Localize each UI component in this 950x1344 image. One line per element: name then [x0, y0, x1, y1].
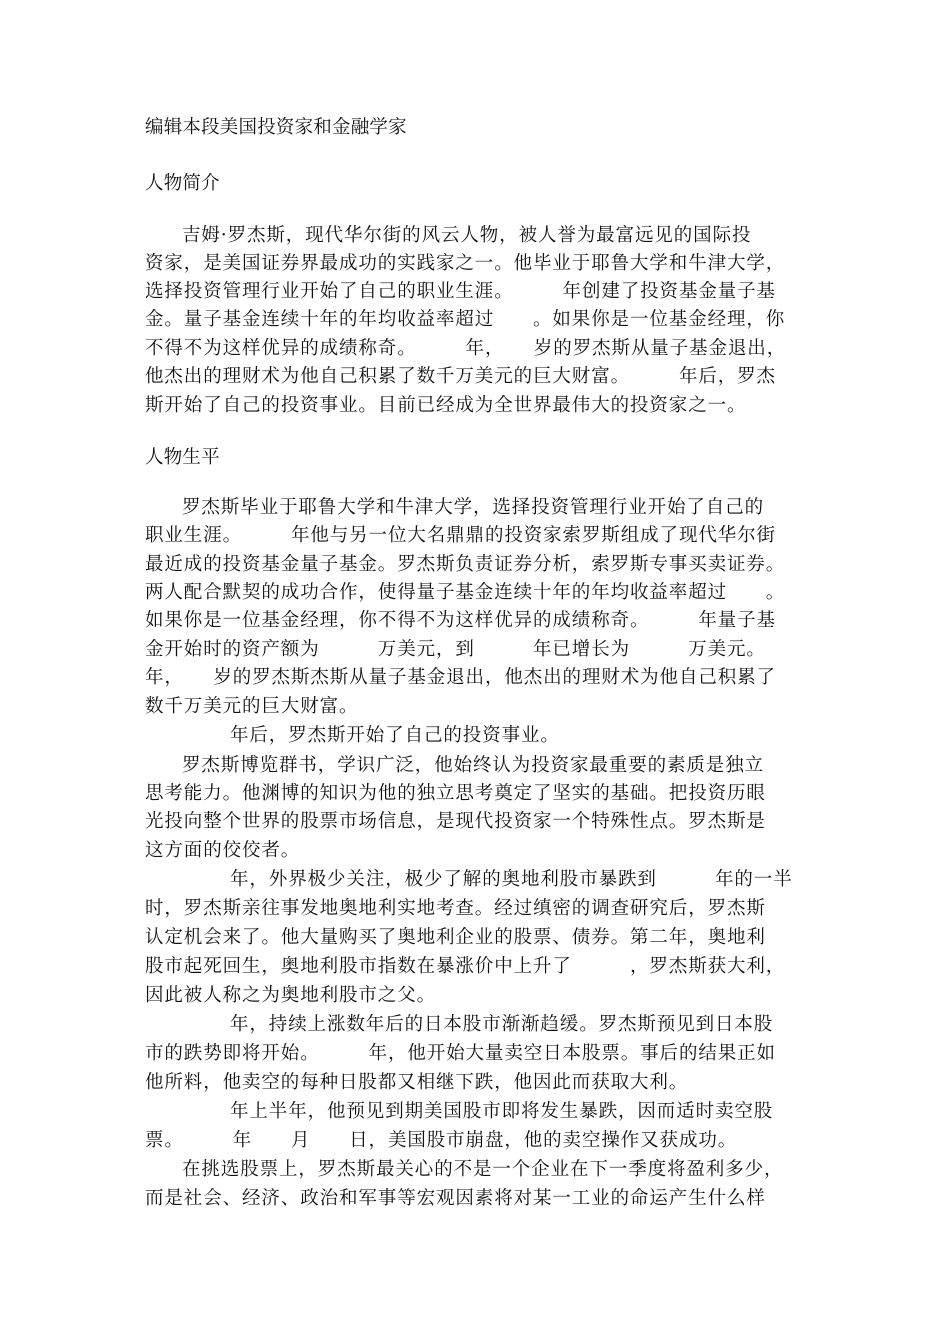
paragraph-line: 年上半年，他预见到期美国股市即将发生暴跌，因而适时卖空股 [230, 1101, 774, 1122]
paragraph-line: 时，罗杰斯亲往事发地奥地利实地考查。经过缜密的调查研究后，罗杰斯 [145, 898, 766, 919]
paragraph-line: 而是社会、经济、政治和军事等宏观因素将对某一工业的命运产生什么样 [145, 1188, 766, 1209]
paragraph-line: 光投向整个世界的股票市场信息，是现代投资家一个特殊性点。罗杰斯是 [145, 811, 766, 832]
paragraph-line: 吉姆·罗杰斯，现代华尔街的风云人物，被人誉为最富远见的国际投 [182, 225, 752, 246]
paragraph-line: 因此被人称之为奥地利股市之父。 [145, 985, 437, 1006]
paragraph-line: 年，外界极少关注，极少了解的奥地利股市暴跌到 年的一半 [230, 869, 793, 890]
paragraph-line: 罗杰斯毕业于耶鲁大学和牛津大学，选择投资管理行业开始了自己的 [182, 497, 765, 518]
paragraph-line: 这方面的佼佼者。 [145, 840, 301, 861]
paragraph-line: 如果你是一位基金经理，你不得不为这样优异的成绩称奇。 年量子基 [145, 610, 776, 631]
paragraph-line: 年后，罗杰斯开始了自己的投资事业。 [230, 725, 560, 746]
paragraph-line: 他杰出的理财术为他自己积累了数千万美元的巨大财富。 年后，罗杰 [145, 366, 776, 387]
paragraph-line: 罗杰斯博览群书，学识广泛，他始终认为投资家最重要的素质是独立 [182, 755, 765, 776]
paragraph-line: 他所料，他卖空的每种日股都又相继下跌，他因此而获取大利。 [145, 1072, 689, 1093]
paragraph-line: 年， 岁的罗杰斯杰斯从量子基金退出，他杰出的理财术为他自己积累了 [145, 667, 776, 688]
section-heading-profile: 人物简介 [145, 173, 220, 194]
paragraph-line: 市的跌势即将开始。 年，他开始大量卖空日本股票。事后的结果正如 [145, 1043, 776, 1064]
paragraph-line: 金开始时的资产额为 万美元，到 年已增长为 万美元。 [145, 639, 766, 660]
paragraph-line: 思考能力。他渊博的知识为他的独立思考奠定了坚实的基础。把投资历眼 [145, 783, 766, 804]
paragraph-line: 股市起死回生，奥地利股市指数在暴涨价中上升了 ，罗杰斯获大利， [145, 956, 786, 977]
paragraph-line: 在挑选股票上，罗杰斯最关心的不是一个企业在下一季度将盈利多少， [182, 1159, 784, 1180]
paragraph-line: 年，持续上涨数年后的日本股市渐渐趋缓。罗杰斯预见到日本股 [230, 1014, 774, 1035]
paragraph-line: 资家，是美国证券界最成功的实践家之一。他毕业于耶鲁大学和牛津大学， [145, 253, 786, 274]
paragraph-line: 金。量子基金连续十年的年均收益率超过 。如果你是一位基金经理，你 [145, 309, 786, 330]
paragraph-line: 票。 年 月 日，美国股市崩盘，他的卖空操作又获成功。 [145, 1130, 738, 1151]
paragraph-line: 斯开始了自己的投资事业。目前已经成为全世界最伟大的投资家之一。 [145, 395, 747, 416]
paragraph-line: 职业生涯。 年他与另一位大名鼎鼎的投资家索罗斯组成了现代华尔街 [145, 525, 776, 546]
paragraph-line: 两人配合默契的成功合作，使得量子基金连续十年的年均收益率超过 。 [145, 582, 786, 603]
paragraph-line: 认定机会来了。他大量购买了奥地利企业的股票、债券。第二年，奥地利 [145, 927, 766, 948]
paragraph-line: 不得不为这样优异的成绩称奇。 年， 岁的罗杰斯从量子基金退出， [145, 338, 787, 359]
paragraph-line: 最近成的投资基金量子基金。罗杰斯负责证券分析，索罗斯专事买卖证券。 [145, 554, 786, 575]
paragraph-line: 数千万美元的巨大财富。 [145, 696, 359, 717]
document-title: 编辑本段美国投资家和金融学家 [145, 117, 407, 138]
paragraph-line: 选择投资管理行业开始了自己的职业生涯。 年创建了投资基金量子基 [145, 281, 776, 302]
section-heading-biography: 人物生平 [145, 447, 220, 468]
